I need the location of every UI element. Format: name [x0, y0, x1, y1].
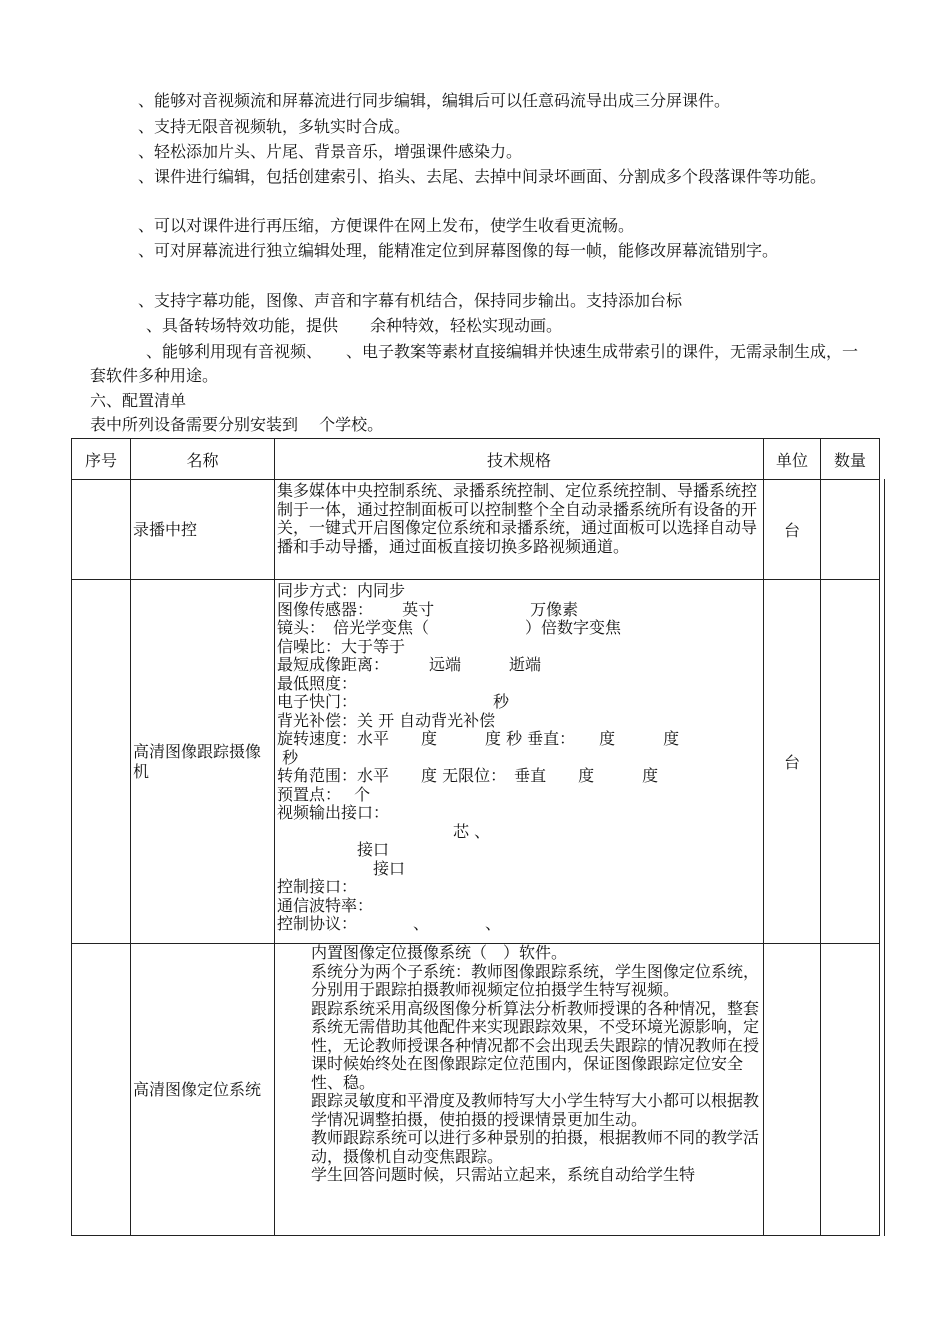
- spec-line: 控制接口：: [277, 877, 358, 896]
- row-index: [72, 944, 131, 1236]
- paragraph-2: 、支持无限音视频轨，多轨实时合成。: [138, 117, 411, 136]
- spec-line: 信噪比：大于等于: [277, 636, 406, 656]
- header-unit: 单位: [764, 439, 821, 480]
- row-qty: [821, 944, 880, 1236]
- paragraph-3: 、轻松添加片头、片尾、背景音乐，增强课件感染力。: [138, 142, 523, 161]
- spec-line: 通信波特率：: [277, 895, 374, 915]
- row-unit: 台: [764, 480, 821, 580]
- spec-line: 跟踪系统采用高级图像分析算法分析教师授课的各种情况，整套系统无需借助其他配件来实现跟踪效果，不受环境光源影响，定性，无论教师授课各种情况都不会出现丢失跟踪的情况教师在授课时候始终处在图像跟踪定位范围内，保证图像跟踪定位安全性、稳。: [311, 998, 760, 1092]
- paragraph-6: 、可对屏幕流进行独立编辑处理，能精准定位到屏幕图像的每一帧，能修改屏幕流错别字。: [138, 241, 779, 260]
- row-name: 录播中控: [131, 480, 275, 580]
- table-row: [72, 480, 880, 580]
- row-index: [72, 580, 131, 944]
- spec-line: 控制协议： 、 、: [277, 914, 502, 933]
- spec-line: 镜头： 倍光学变焦（ ）倍数字变焦: [277, 618, 622, 637]
- spec-line: 秒: [277, 747, 299, 767]
- header-spec: 技术规格: [275, 439, 764, 480]
- spec-line: 接口: [277, 840, 390, 859]
- table-header-row: [72, 439, 880, 480]
- spec-line: 预置点： 个: [277, 784, 371, 804]
- paragraph-9: 、能够利用现有音视频、 、电子教案等素材直接编辑并快速生成带索引的课件，无需录制生成，一套软件多种用途。: [90, 342, 859, 385]
- row-spec: 集多媒体中央控制系统、录播系统控制、定位系统控制、导播系统控制于一体，通过控制面板可以控制整个全自动录播系统所有设备的开关，一键式开启图像定位系统和录播系统，通过面板可以选择自动导播和手动导播，通过面板直接切换多路视频通道。: [275, 480, 764, 580]
- spec-line: 转角范围：水平 度 无限位： 垂直 度 度: [277, 766, 659, 785]
- row-spec: [275, 944, 764, 1236]
- spec-line: 电子快门： 秒: [277, 692, 510, 711]
- spec-line: 芯 、: [277, 821, 491, 841]
- header-qty: 数量: [821, 439, 880, 480]
- section-title: 六、配置清单: [90, 391, 187, 410]
- table-row: [72, 580, 880, 944]
- spec-line: 视频输出接口：: [277, 803, 390, 822]
- row-name: 高清图像定位系统: [131, 944, 275, 1236]
- table-row: [72, 944, 880, 1236]
- row-unit: 台: [764, 580, 821, 944]
- spec-line: 最低照度：: [277, 673, 358, 693]
- row-name: 高清图像跟踪摄像机: [131, 580, 275, 944]
- paragraph-1: 、能够对音视频流和屏幕流进行同步编辑，编辑后可以任意码流导出成三分屏课件。: [138, 91, 731, 110]
- spec-line: 接口: [277, 858, 406, 878]
- intro-text: 表中所列设备需要分别安装到 个学校。: [90, 415, 384, 434]
- row-unit: [764, 944, 821, 1236]
- spec-line: 教师跟踪系统可以进行多种景别的拍摄，根据教师不同的教学活动，摄像机自动变焦跟踪。: [311, 1128, 760, 1166]
- row-spec: [275, 580, 764, 944]
- row-index: [72, 480, 131, 580]
- spec-line: 系统分为两个子系统：教师图像跟踪系统，学生图像定位系统，分别用于跟踪拍摄教师视频定位拍摄学生特写视频。: [311, 961, 760, 999]
- row-qty: [821, 580, 880, 944]
- spec-line: 学生回答问题时候，只需站立起来，系统自动给学生特: [311, 1165, 696, 1184]
- spec-line: 最短成像距离： 远端 逝端: [277, 655, 542, 674]
- config-table: [71, 438, 880, 1236]
- paragraph-5: 、可以对课件进行再压缩，方便课件在网上发布，使学生收看更流畅。: [138, 216, 635, 235]
- spec-line: 内置图像定位摄像系统（ ）软件。: [311, 943, 568, 962]
- paragraph-8: 、具备转场特效功能，提供 余种特效，轻松实现动画。: [146, 316, 563, 335]
- paragraph-7: 、支持字幕功能，图像、声音和字幕有机结合，保持同步输出。支持添加台标: [138, 291, 683, 310]
- spec-line: 同步方式：内同步: [277, 581, 406, 600]
- header-index: 序号: [72, 439, 131, 480]
- spec-line: 图像传感器： 英寸 万像素: [277, 599, 579, 619]
- paragraph-4: 、课件进行编辑，包括创建索引、掐头、去尾、去掉中间录坏画面、分割成多个段落课件等功能。: [138, 167, 827, 186]
- header-name: 名称: [131, 439, 275, 480]
- spec-line: 跟踪灵敏度和平滑度及教师特写大小学生特写大小都可以根据教学情况调整拍摄，使拍摄的授课情景更加生动。: [311, 1091, 760, 1129]
- spec-line: 旋转速度：水平 度 度 秒 垂直： 度 度: [277, 729, 680, 748]
- row-qty: [821, 480, 880, 580]
- spec-line: 背光补偿：关 开 自动背光补偿: [277, 710, 496, 730]
